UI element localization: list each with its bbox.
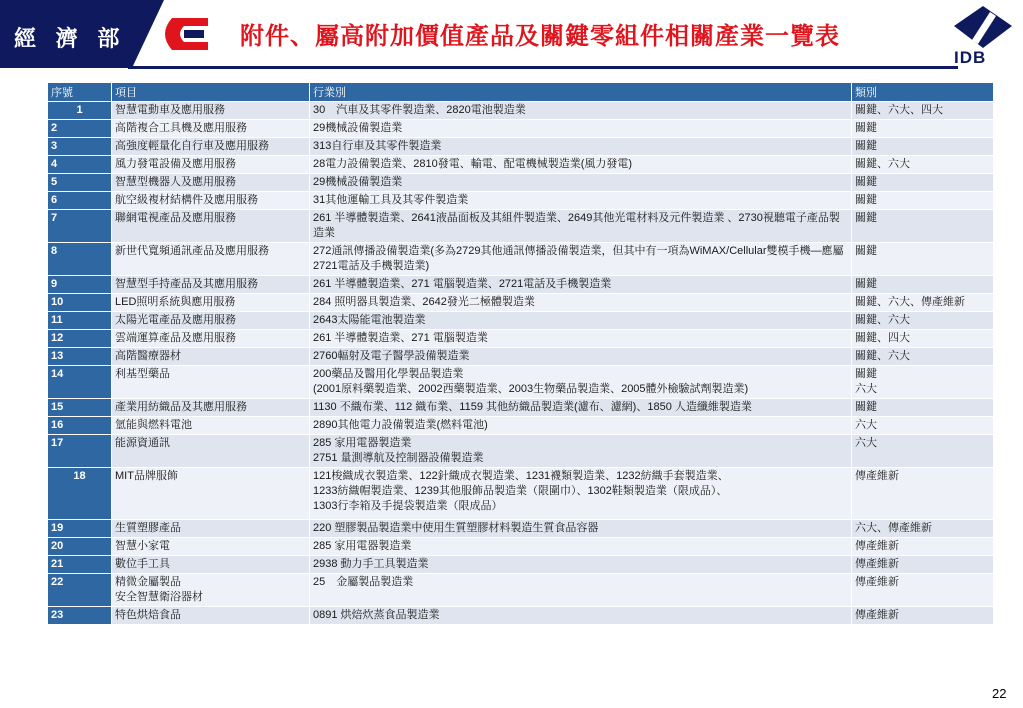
row-industry xyxy=(310,399,852,417)
row-industry xyxy=(310,468,852,520)
row-category-line: 關鍵 xyxy=(855,245,877,257)
row-number: 5 xyxy=(48,174,112,192)
table-row xyxy=(48,366,994,399)
row-item-line: MIT品牌服飾 xyxy=(115,470,178,482)
row-item-line: 新世代寬頻通訊產品及應用服務 xyxy=(115,245,269,257)
row-category-line: 傳產維新 xyxy=(855,540,899,552)
column-header-seq: 序號 xyxy=(48,83,112,102)
row-number: 1 xyxy=(48,102,112,120)
table-row xyxy=(48,574,994,607)
table-row xyxy=(48,192,994,210)
row-number: 16 xyxy=(48,417,112,435)
row-item-line: 產業用紡織品及其應用服務 xyxy=(115,401,247,413)
row-number: 22 xyxy=(48,574,112,607)
row-category xyxy=(852,156,994,174)
row-category-line: 傳產維新 xyxy=(855,576,899,588)
row-category-line: 關鍵、四大 xyxy=(855,332,910,344)
row-number: 12 xyxy=(48,330,112,348)
row-category xyxy=(852,468,994,520)
column-header-industry: 行業別 xyxy=(310,83,852,102)
row-industry xyxy=(310,366,852,399)
row-item xyxy=(112,243,310,276)
row-industry xyxy=(310,607,852,625)
table-row xyxy=(48,156,994,174)
row-category-line: 傳產維新 xyxy=(855,470,899,482)
row-item xyxy=(112,520,310,538)
row-category-line: 六大、傳產維新 xyxy=(855,522,932,534)
row-industry xyxy=(310,210,852,243)
ministry-emblem-icon xyxy=(128,0,218,68)
row-industry-line: 284 照明器具製造業、2642發光二極體製造業 xyxy=(313,296,535,308)
industry-table xyxy=(47,82,994,625)
row-industry-line: 261 半導體製造業、2641液晶面板及其組件製造業、2649其他光電材料及元件製造業 、2730視聽電子產品製造業 xyxy=(313,212,840,239)
table-row xyxy=(48,120,994,138)
row-category-line: 關鍵 xyxy=(855,176,877,188)
row-industry xyxy=(310,120,852,138)
row-industry-line: 313自行車及其零件製造業 xyxy=(313,140,442,152)
row-number: 21 xyxy=(48,556,112,574)
row-industry xyxy=(310,435,852,468)
row-industry xyxy=(310,538,852,556)
row-industry-line: 31其他運輸工具及其零件製造業 xyxy=(313,194,469,206)
row-industry-line: 1130 不織布業、112 織布業、1159 其他紡織品製造業(濾布、濾網)、1850 人造纖維製造業 xyxy=(313,401,752,413)
row-industry xyxy=(310,330,852,348)
row-number: 8 xyxy=(48,243,112,276)
row-industry-line: 261 半導體製造業、271 電腦製造業、2721電話及手機製造業 xyxy=(313,278,612,290)
row-number: 13 xyxy=(48,348,112,366)
row-item-line: 高階醫療器材 xyxy=(115,350,181,362)
header-divider xyxy=(128,66,958,69)
table-row xyxy=(48,312,994,330)
row-item xyxy=(112,538,310,556)
row-item xyxy=(112,312,310,330)
row-item-line: 利基型藥品 xyxy=(115,368,170,380)
row-industry-line: 28電力設備製造業、2810發電、輸電、配電機械製造業(風力發電) xyxy=(313,158,633,170)
row-item xyxy=(112,210,310,243)
table-row xyxy=(48,174,994,192)
row-number: 11 xyxy=(48,312,112,330)
row-industry xyxy=(310,348,852,366)
row-industry-line: 29機械設備製造業 xyxy=(313,176,403,188)
row-industry-line: 220 塑膠製品製造業中使用生質塑膠材料製造生質食品容器 xyxy=(313,522,599,534)
row-category-line: 關鍵 xyxy=(855,122,877,134)
row-number: 23 xyxy=(48,607,112,625)
row-category xyxy=(852,174,994,192)
row-industry-line: 2890其他電力設備製造業(燃料電池) xyxy=(313,419,488,431)
row-number: 15 xyxy=(48,399,112,417)
row-category-line: 六大 xyxy=(855,437,877,449)
row-industry xyxy=(310,520,852,538)
table-row xyxy=(48,294,994,312)
table-row xyxy=(48,435,994,468)
row-number: 2 xyxy=(48,120,112,138)
idb-emblem-icon xyxy=(950,4,1016,50)
table-row xyxy=(48,243,994,276)
page-title: 附件、屬高附加價值產品及關鍵零組件相關產業一覽表 xyxy=(240,21,840,50)
row-number: 9 xyxy=(48,276,112,294)
row-number: 7 xyxy=(48,210,112,243)
column-header-category: 類別 xyxy=(852,83,994,102)
row-number: 10 xyxy=(48,294,112,312)
row-item xyxy=(112,276,310,294)
table-row xyxy=(48,520,994,538)
row-category xyxy=(852,330,994,348)
page-number: 22 xyxy=(992,686,1007,701)
row-item xyxy=(112,294,310,312)
row-item-line: 特色烘焙食品 xyxy=(115,609,181,621)
row-industry-line: 1233紡織帽製造業、1239其他服飾品製造業（限圍巾）、1302鞋類製造業（限成品）、 xyxy=(313,485,728,497)
row-category xyxy=(852,607,994,625)
row-item xyxy=(112,556,310,574)
row-item-line: 智慧型手持產品及其應用服務 xyxy=(115,278,258,290)
row-item xyxy=(112,330,310,348)
row-number: 17 xyxy=(48,435,112,468)
row-category-line: 傳產維新 xyxy=(855,609,899,621)
row-item xyxy=(112,417,310,435)
row-item xyxy=(112,348,310,366)
row-category-line: 關鍵、六大 xyxy=(855,314,910,326)
row-item-line: 智慧型機器人及應用服務 xyxy=(115,176,236,188)
row-item-line: 智慧電動車及應用服務 xyxy=(115,104,225,116)
table-row xyxy=(48,330,994,348)
table-row xyxy=(48,607,994,625)
row-item xyxy=(112,366,310,399)
row-industry xyxy=(310,192,852,210)
row-category xyxy=(852,348,994,366)
row-category-line: 六大 xyxy=(855,419,877,431)
slide-header xyxy=(0,0,1023,72)
row-category xyxy=(852,243,994,276)
row-category-line: 關鍵、六大 xyxy=(855,158,910,170)
row-number: 19 xyxy=(48,520,112,538)
row-industry-line: 29機械設備製造業 xyxy=(313,122,403,134)
row-industry xyxy=(310,243,852,276)
row-item xyxy=(112,156,310,174)
table-row xyxy=(48,102,994,120)
row-industry-line: 121梭織成衣製造業、122針織成衣製造業、1231襪類製造業、1232紡織手套製造業、 xyxy=(313,470,729,482)
row-item-line: 高強度輕量化自行車及應用服務 xyxy=(115,140,269,152)
row-industry xyxy=(310,156,852,174)
row-industry xyxy=(310,102,852,120)
row-item xyxy=(112,399,310,417)
idb-logo xyxy=(950,4,1016,68)
row-industry-line: 261 半導體製造業、271 電腦製造業 xyxy=(313,332,488,344)
row-category xyxy=(852,138,994,156)
row-item-line: 生質塑膠產品 xyxy=(115,522,181,534)
row-category xyxy=(852,574,994,607)
row-industry xyxy=(310,417,852,435)
row-item-line: LED照明系統與應用服務 xyxy=(115,296,236,308)
table-row xyxy=(48,210,994,243)
row-industry-line: (2001原料藥製造業、2002西藥製造業、2003生物藥品製造業、2005體外檢驗試劑製造業) xyxy=(313,383,749,395)
row-industry xyxy=(310,574,852,607)
row-industry-line: 25 金屬製品製造業 xyxy=(313,576,414,588)
row-category-line: 關鍵 xyxy=(855,212,877,224)
row-category xyxy=(852,417,994,435)
department-label: 經 濟 部 xyxy=(14,26,126,52)
row-number: 14 xyxy=(48,366,112,399)
row-category-line: 關鍵 xyxy=(855,194,877,206)
row-number: 4 xyxy=(48,156,112,174)
row-item xyxy=(112,102,310,120)
row-item-line: 安全智慧衛浴器材 xyxy=(115,591,203,603)
row-industry-line: 2751 量測導航及控制器設備製造業 xyxy=(313,452,484,464)
row-category-line: 關鍵、六大、傳產維新 xyxy=(855,296,965,308)
row-industry-line: 1303行李箱及手提袋製造業（限成品） xyxy=(313,500,503,512)
row-industry xyxy=(310,276,852,294)
row-category-line: 關鍵 xyxy=(855,278,877,290)
row-item xyxy=(112,192,310,210)
row-item-line: 能源資通訊 xyxy=(115,437,170,449)
row-category-line: 關鍵、六大 xyxy=(855,350,910,362)
row-item-line: 精微金屬製品 xyxy=(115,576,181,588)
row-industry-line: 272通訊傳播設備製造業(多為2729其他通訊傳播設備製造業，但其中有一項為WiMAX/Cellular雙模手機—應屬2721電話及手機製造業) xyxy=(313,245,844,272)
row-industry-line: 200藥品及醫用化學製品製造業 xyxy=(313,368,464,380)
row-item xyxy=(112,607,310,625)
row-industry xyxy=(310,556,852,574)
row-category xyxy=(852,120,994,138)
table-row xyxy=(48,399,994,417)
row-item xyxy=(112,120,310,138)
row-item xyxy=(112,468,310,520)
row-item-line: 太陽光電產品及應用服務 xyxy=(115,314,236,326)
row-category-line: 關鍵、六大、四大 xyxy=(855,104,943,116)
table-header-row xyxy=(48,83,994,102)
row-industry-line: 2938 動力手工具製造業 xyxy=(313,558,429,570)
row-category xyxy=(852,276,994,294)
column-header-item: 項目 xyxy=(112,83,310,102)
row-category-line: 六大 xyxy=(855,383,877,395)
table-body xyxy=(48,102,994,625)
row-item xyxy=(112,138,310,156)
table-row xyxy=(48,468,994,520)
row-category xyxy=(852,399,994,417)
row-industry xyxy=(310,294,852,312)
row-item xyxy=(112,174,310,192)
row-item-line: 風力發電設備及應用服務 xyxy=(115,158,236,170)
row-item-line: 雲端運算產品及應用服務 xyxy=(115,332,236,344)
row-category xyxy=(852,520,994,538)
row-category xyxy=(852,366,994,399)
row-category xyxy=(852,538,994,556)
row-item xyxy=(112,435,310,468)
row-item-line: 聯網電視產品及應用服務 xyxy=(115,212,236,224)
row-category-line: 關鍵 xyxy=(855,140,877,152)
row-item-line: 數位手工具 xyxy=(115,558,170,570)
row-number: 3 xyxy=(48,138,112,156)
row-industry xyxy=(310,312,852,330)
row-industry-line: 2643太陽能電池製造業 xyxy=(313,314,426,326)
row-category xyxy=(852,294,994,312)
row-category-line: 關鍵 xyxy=(855,368,877,380)
row-category xyxy=(852,435,994,468)
row-item-line: 航空級複材結構件及應用服務 xyxy=(115,194,258,206)
row-number: 6 xyxy=(48,192,112,210)
row-item xyxy=(112,574,310,607)
row-industry-line: 2760輻射及電子醫學設備製造業 xyxy=(313,350,470,362)
row-number: 20 xyxy=(48,538,112,556)
idb-logo-text: IDB xyxy=(954,48,987,67)
department-banner xyxy=(0,0,132,68)
row-category xyxy=(852,312,994,330)
row-category xyxy=(852,556,994,574)
row-industry-line: 285 家用電器製造業 xyxy=(313,437,412,449)
row-industry xyxy=(310,174,852,192)
table-row xyxy=(48,556,994,574)
row-category-line: 傳產維新 xyxy=(855,558,899,570)
table-row xyxy=(48,348,994,366)
row-category xyxy=(852,210,994,243)
row-category xyxy=(852,192,994,210)
table-row xyxy=(48,417,994,435)
row-industry-line: 0891 烘焙炊蒸食品製造業 xyxy=(313,609,440,621)
row-item-line: 高階複合工具機及應用服務 xyxy=(115,122,247,134)
row-category xyxy=(852,102,994,120)
row-industry xyxy=(310,138,852,156)
row-item-line: 氫能與燃料電池 xyxy=(115,419,192,431)
table-row xyxy=(48,276,994,294)
table-row xyxy=(48,138,994,156)
table-row xyxy=(48,538,994,556)
row-number: 18 xyxy=(48,468,112,520)
row-industry-line: 285 家用電器製造業 xyxy=(313,540,412,552)
row-industry-line: 30 汽車及其零件製造業、2820電池製造業 xyxy=(313,104,526,116)
row-item-line: 智慧小家電 xyxy=(115,540,170,552)
row-category-line: 關鍵 xyxy=(855,401,877,413)
